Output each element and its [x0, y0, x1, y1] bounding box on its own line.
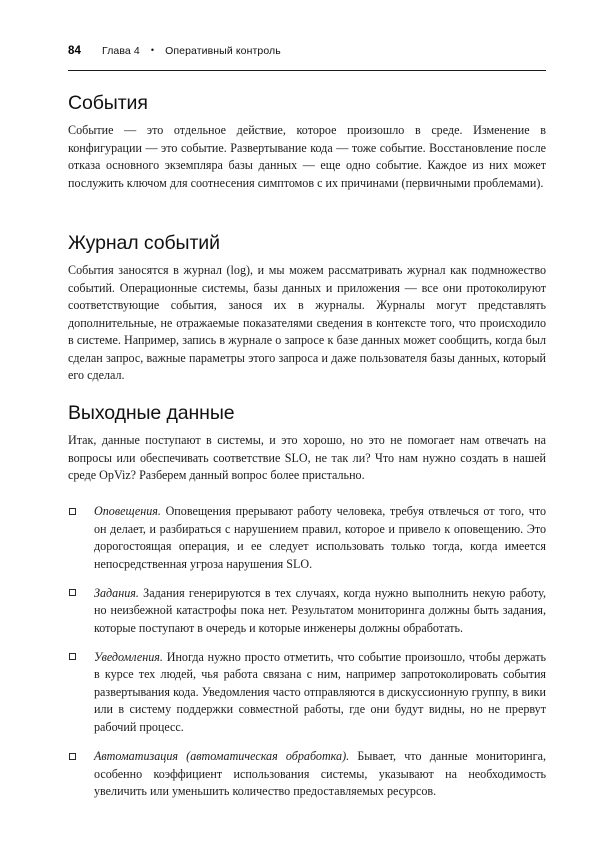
list-item-lead: Задания.: [94, 585, 139, 600]
section-paragraph-vyhodnye-dannye: Итак, данные поступают в системы, и это хорошо, но это не помогает нам отвечать на вопросы или обеспечивать соответствие SLO, не так ли? Что нам нужно создать в нашей среде OpViz? Разберем данный вопрос более пристально.: [68, 433, 546, 483]
list-item-text: Задания генерируются в тех случаях, когда нужно выполнить некую работу, но неизбежной катастрофы пока нет. Результатом мониторинга должны быть задания, которые поступают в очередь и которые инженеры должны обработать.: [94, 585, 546, 635]
header-divider: [68, 70, 546, 71]
list-item-text: Иногда нужно просто отметить, что событие произошло, чтобы держать в курсе тех людей, чья работа связана с ним, например запротоколировать события развертывания кода. Уведомления часто отправляются в дискуссионную группу, в вики или в систему поддержки совместной работы, где они будут видны, но не прервут рабочий процесс.: [94, 649, 546, 735]
section-heading-vyhodnye-dannye: Выходные данные: [68, 402, 235, 424]
section-paragraph-sobytiya: Событие — это отдельное действие, которое произошло в среде. Изменение в конфигурации — это событие. Развертывание кода — тоже событие. Восстановление после отказа основного экземпляра базы данных — еще одно событие. Каждое из них может послужить ключом для соотнесения симптомов с их причинами (первичными проблемами).: [68, 123, 546, 190]
page-number: 84: [68, 45, 81, 57]
section-heading-zhurnal-sobytiy: Журнал событий: [68, 232, 220, 254]
square-bullet-icon: [69, 653, 76, 660]
list-item: [68, 585, 546, 638]
square-bullet-icon: [69, 589, 76, 596]
section-heading-sobytiya: События: [68, 92, 148, 114]
list-item-text: Бывает, что данные мониторинга, особенно коэффициент использования системы, указывают на необходимость увеличить или уменьшить количество предоставляемых ресурсов.: [94, 749, 546, 799]
chapter-title: Оперативный контроль: [165, 45, 281, 57]
list-item: [68, 503, 546, 573]
square-bullet-icon: [69, 508, 76, 515]
list-item-lead: Уведомления.: [94, 649, 163, 664]
list-item: [68, 649, 546, 737]
bullet-separator-icon: •: [150, 45, 155, 55]
section-paragraph-zhurnal-sobytiy: События заносятся в журнал (log), и мы можем рассматривать журнал как подмножество событий. Операционные системы, базы данных и приложения — все они протоколируют соответствующие события, занося их в журналы. Журналы могут представлять дополнительные, не отражаемые показателями сведения в контексте того, что происходило в системе. Например, запись в журнале о запросе к базе данных может сообщить, когда был сделан запрос, важные параметры этого запроса и даже пользователя базы данных, который его сделал.: [68, 263, 546, 383]
list-item-lead: Автоматизация (автоматическая обработка).: [94, 749, 350, 764]
square-bullet-icon: [69, 753, 76, 760]
list-item-text: Оповещения прерывают работу человека, требуя отвлечься от того, что он делает, и разбираться с нарушением правил, которое и привело к оповещению. Это дорогостоящая операция, и ее следует использовать только тогда, когда имеется непосредственная угроза нарушения SLO.: [94, 504, 546, 571]
list-item-lead: Оповещения.: [94, 504, 161, 518]
output-types-list: [68, 503, 546, 801]
chapter-label: Глава 4: [102, 45, 140, 57]
list-item: [68, 748, 546, 801]
running-head: [68, 45, 546, 57]
